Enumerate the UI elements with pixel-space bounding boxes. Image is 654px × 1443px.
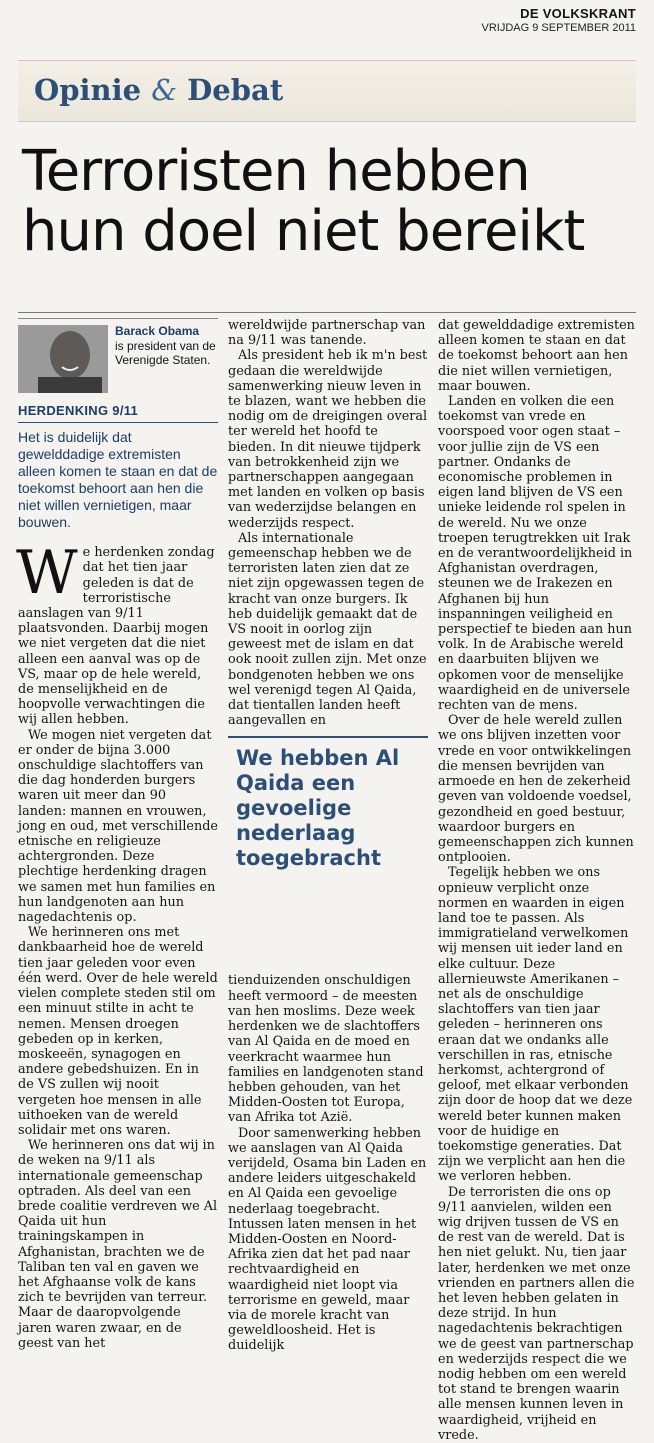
kicker-divider <box>18 422 218 423</box>
kicker: HERDENKING 9/11 <box>18 403 139 418</box>
headline: Terroristen hebben hun doel niet bereikt <box>22 139 585 264</box>
paragraph: Tegelijk hebben we ons opnieuw verplicht onze normen en waarden in eigen land toe te passen. Als immigratieland verwelkomen wij mensen uit ieder land en elke cultuur. Deze allernieuwste Amerikanen – net als de onschuldige slachtoffers van tien jaar geleden – herinneren ons eraan dat we ondanks alle verschillen in ras, etnische herkomst, achtergrond of geloof, met elkaar verbonden zijn door de hoop dat we deze wereld beter kunnen maken voor de huidige en toekomstige generaties. Dat zijn we verplicht aan hen die we verloren hebben. <box>438 865 633 1185</box>
publication-date: VRIJDAG 9 SEPTEMBER 2011 <box>481 22 636 34</box>
headline-divider <box>18 312 636 313</box>
paragraph: dat gewelddadige extremisten alleen komen te staan en dat de toekomst behoort aan hen die niet willen vernietigen, maar bouwen. <box>438 318 635 394</box>
paragraph: De terroristen die ons op 9/11 aanvielen, wilden een wig drijven tussen de VS en de rest van de wereld. Dat is hen niet gelukt. Nu, tien jaar later, herdenken we met onze vrienden en partners allen die het leven hebben gelaten in deze strijd. In hun nagedachtenis bekrachtigen we de geest van partnerschap en wederzijds respect die we nodig hebben om een wereld tot stand te brengen waarin alle mensen kunnen leven in waardigheid, vrijheid en vrede. <box>438 1184 635 1443</box>
newspaper-name: DE VOLKSKRANT <box>520 6 636 21</box>
intro-text: Het is duidelijk dat gewelddadige extremisten alleen komen te staan en dat de toekomst behoort aan hen die niet willen vernietigen, maar bouwen. <box>18 429 218 531</box>
author-name: Barack Obama <box>115 324 200 338</box>
paragraph: We mogen niet vergeten dat er onder de bijna 3.000 onschuldige slachtoffers van die dag honderden burgers waren uit meer dan 90 landen: mannen en vrouwen, jong en oud, met verschillende etnische en religieuze achtergronden. Deze plechtige herdenking dragen we samen met hun families en hun landgenoten aan hun nagedachtenis op. <box>18 727 219 926</box>
paragraph: wereldwijde partnerschap van na 9/11 was tanende. <box>228 318 426 349</box>
pull-quote: We hebben Al Qaida een gevoelige nederlaag toegebracht <box>228 736 428 871</box>
paragraph <box>16 538 218 728</box>
paragraph: Als president heb ik m'n best gedaan die wereldwijde samenwerking nieuw leven in te blazen, want we hebben die nodig om de dreigingen overal ter wereld het hoofd te bieden. In dit nieuwe tijdperk van betrokkenheid zijn we partnerschappen aangegaan met landen en volken op basis van wederzijdse belangen en wederzijds respect. <box>228 348 428 531</box>
column-gap <box>228 881 428 973</box>
article-column-1 <box>18 318 218 1351</box>
paragraph: tienduizenden onschuldigen heeft vermoord – de meesten van hen moslims. Deze week herdenken we de slachtoffers van Al Qaida en de moed en veerkracht waarmee hun families en landgenoten stand hebben gehouden, van het Midden-Oosten tot Europa, van Afrika tot Azië. <box>228 973 424 1126</box>
section-title-part2: Debat <box>187 73 284 107</box>
section-title-part1: Opinie <box>34 73 142 107</box>
masthead <box>482 6 636 34</box>
paragraph: Als internationale gemeenschap hebben we de terroristen laten zien dat ze niet zijn opgewassen tegen de kracht van onze burgers. Ik heb duidelijk gemaakt dat de VS nooit in oorlog zijn geweest met de islam en dat ook nooit zullen zijn. Met onze bondgenoten hebben we ons wel verenigd tegen Al Qaida, dat tientallen landen heeft aangevallen en <box>228 530 427 729</box>
article-column-2 <box>228 318 428 1354</box>
author-photo <box>18 325 108 393</box>
author-box <box>18 318 218 397</box>
paragraph: Landen en volken die een toekomst van vrede en voorspoed voor ogen staat – voor jullie zijn de VS een partner. Ondanks de economische problemen in eigen land blijven de VS een unieke leidende rol spelen in de wereld. Nu we onze troepen terugtrekken uit Irak en de verantwoordelijkheid in Afghanistan overdragen, steunen we de Irakezen en Afghanen bij hun inspanningen veiligheid en perspectief te bieden aan hun volk. In de Arabische wereld en daarbuiten blijven we opkomen voor de menselijke waardigheid en de universele rechten van de mens. <box>438 394 633 714</box>
section-banner <box>18 60 636 122</box>
paragraph: Door samenwerking hebben we aanslagen van Al Qaida verijdeld, Osama bin Laden en andere leiders uitgeschakeld en Al Qaida een gevoelige nederlaag toegebracht. Intussen laten mensen in het Midden-Oosten en Noord-Afrika zien dat het pad naar rechtvaardigheid en waardigheid niet loopt via terrorisme en geweld, maar via de morele kracht van geweldloosheid. Het is duidelijk <box>228 1125 427 1354</box>
section-title <box>34 73 283 107</box>
paragraph: We herinneren ons met dankbaarheid hoe de wereld tien jaar geleden voor even één werd. Over de hele wereld vielen complete steden stil om een minuut stilte in acht te nemen. Mensen droegen gebeden op in kerken, moskeeën, synagogen en andere gebedshuizen. En in de VS zullen wij nooit vergeten hoe mensen in alle uithoeken van de wereld solidair met ons waren. <box>18 925 218 1138</box>
section-ampersand: & <box>151 73 178 107</box>
drop-cap: W <box>16 538 78 609</box>
paragraph-text: e herdenken zondag dat het tien jaar geleden is dat de terroristische aanslagen van 9/11 plaatsvonden. Daarbij mogen we niet vergeten dat die niet alleen een aanval was op de VS, maar op de hele wereld, de menselijkheid en de hoopvolle verwachtingen die wij allen hebben. <box>18 545 215 728</box>
author-description: is president van de Verenigde Staten. <box>115 339 216 367</box>
article-column-3 <box>438 318 638 1443</box>
paragraph: Over de hele wereld zullen we ons blijven inzetten voor vrede en voor ontwikkelingen die mensen bevrijden van armoede en hen de zekerheid geven van voldoende voedsel, gezondheid en goed bestuur, waardoor burgers en gemeenschappen zich kunnen ontplooien. <box>438 713 634 866</box>
paragraph: We herinneren ons dat wij in de weken na 9/11 als internationale gemeenschap optraden. Als deel van een brede coalitie verdreven we Al Qaida uit hun trainingskampen in Afghanistan, brachten we de Taliban ten val en gaven we het Afghaanse volk de kans zich te bevrijden van terreur. Maar de daaropvolgende jaren waren zwaar, en de geest van het <box>18 1138 218 1351</box>
